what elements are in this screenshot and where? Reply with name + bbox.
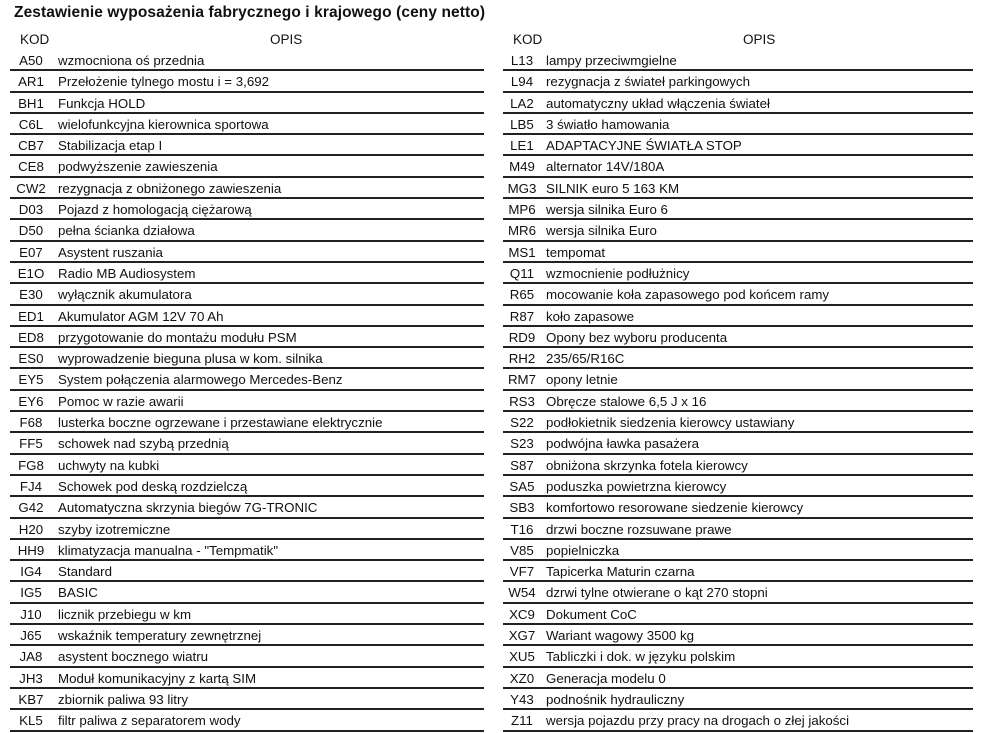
table-row: [10, 604, 484, 625]
table-row: [503, 625, 973, 646]
table-row: [10, 327, 484, 348]
row-description: automatyczny układ włączenia świateł: [546, 95, 770, 111]
row-code: Y43: [510, 691, 534, 707]
row-code: AR1: [18, 74, 44, 90]
table-body-left: [10, 50, 484, 732]
table-row: [10, 646, 484, 667]
row-description: wzmocniona oś przednia: [58, 53, 205, 68]
row-code: H20: [18, 521, 44, 537]
table-row: [503, 348, 973, 369]
row-description: lusterka boczne ogrzewane i przestawiane elektrycznie: [58, 415, 383, 431]
row-description: Pomoc w razie awarii: [58, 393, 184, 409]
row-code: G42: [18, 500, 44, 516]
row-code: FJ4: [19, 478, 43, 494]
row-description: rezygnacja z obniżonego zawieszenia: [58, 180, 282, 196]
row-description: wzmocnienie podłużnicy: [546, 265, 690, 281]
table-row: [503, 93, 973, 114]
row-description: Obręcze stalowe 6,5 J x 16: [546, 393, 707, 409]
table-row: [10, 710, 484, 731]
row-code: LE1: [510, 138, 534, 154]
table-row: [10, 540, 484, 561]
row-code: XC9: [509, 606, 535, 622]
equipment-table-left: [10, 30, 484, 732]
table-row: [503, 689, 973, 710]
table-row: [503, 263, 973, 284]
row-code: R87: [509, 308, 535, 324]
table-row: [503, 199, 973, 220]
row-description: wielofunkcyjna kierownica sportowa: [58, 116, 269, 132]
row-code: LB5: [510, 116, 534, 132]
row-description: mocowanie koła zapasowego pod końcem ramy: [546, 287, 830, 303]
table-row: [503, 50, 973, 71]
row-code: A50: [19, 53, 43, 68]
row-description: Tabliczki i dok. w języku polskim: [546, 649, 736, 665]
row-description: lampy przeciwmgielne: [546, 53, 677, 68]
row-code: JH3: [19, 670, 43, 686]
row-code: XZ0: [509, 670, 535, 686]
row-code: W54: [508, 585, 536, 601]
header-opis: OPIS: [743, 32, 776, 47]
row-code: VF7: [509, 564, 535, 580]
table-row: [503, 391, 973, 412]
row-description: Standard: [58, 564, 112, 580]
row-code: Q11: [509, 265, 535, 281]
table-row: [503, 582, 973, 603]
row-code: D03: [18, 202, 44, 218]
row-description: dzrwi tylne otwierane o kąt 270 stopni: [546, 585, 768, 601]
row-code: E30: [19, 287, 43, 303]
row-description: Funkcja HOLD: [58, 95, 146, 111]
table-row: [10, 306, 484, 327]
table-row: [503, 561, 973, 582]
row-description: Wariant wagowy 3500 kg: [546, 628, 695, 644]
row-description: licznik przebiegu w km: [58, 606, 192, 622]
table-row: [503, 156, 973, 177]
table-row: [10, 71, 484, 92]
row-description: ADAPTACYJNE ŚWIATŁA STOP: [546, 138, 742, 154]
row-description: Generacja modelu 0: [546, 670, 666, 686]
row-code: C6L: [18, 116, 44, 132]
table-row: [503, 540, 973, 561]
row-description: poduszka powietrzna kierowcy: [546, 478, 727, 494]
table-row: [10, 156, 484, 177]
row-description: opony letnie: [546, 372, 618, 388]
table-row: [503, 476, 973, 497]
equipment-table-right: [503, 30, 973, 732]
row-description: wersja pojazdu przy pracy na drogach o złej jakości: [546, 713, 850, 729]
row-description: asystent bocznego wiatru: [58, 649, 209, 665]
row-code: S23: [510, 436, 534, 452]
row-description: Automatyczna skrzynia biegów 7G-TRONIC: [58, 500, 318, 516]
row-description: szyby izotremiczne: [58, 521, 171, 537]
row-description: tempomat: [546, 244, 606, 260]
row-code: V85: [510, 542, 534, 558]
row-description: koło zapasowe: [546, 308, 634, 324]
row-description: podnośnik hydrauliczny: [546, 691, 685, 707]
row-code: R65: [509, 287, 535, 303]
row-description: wyłącznik akumulatora: [58, 287, 192, 303]
table-row: [10, 625, 484, 646]
table-row: [10, 93, 484, 114]
row-description: Schowek pod deską rozdzielczą: [58, 478, 248, 494]
row-code: MR6: [507, 223, 537, 239]
row-description: podwójna ławka pasażera: [546, 436, 700, 452]
table-row: [503, 135, 973, 156]
row-description: pełna ścianka działowa: [58, 223, 195, 239]
row-code: MS1: [508, 244, 536, 260]
table-row: [10, 582, 484, 603]
row-code: RM7: [507, 372, 537, 388]
row-code: BH1: [18, 95, 44, 111]
row-code: F68: [19, 415, 43, 431]
row-code: S87: [510, 457, 534, 473]
row-code: D50: [18, 223, 44, 239]
table-row: [10, 263, 484, 284]
row-description: BASIC: [58, 585, 98, 601]
table-row: [10, 178, 484, 199]
table-row: [503, 519, 973, 540]
table-header: [503, 30, 973, 50]
row-description: Tapicerka Maturin czarna: [546, 564, 695, 580]
row-code: JA8: [19, 649, 43, 665]
header-opis: OPIS: [270, 32, 303, 47]
table-header: [10, 30, 484, 50]
row-description: podwyższenie zawieszenia: [58, 159, 218, 175]
row-description: uchwyty na kubki: [58, 457, 160, 473]
table-row: [503, 71, 973, 92]
row-code: FF5: [19, 436, 43, 452]
row-code: J10: [20, 606, 42, 622]
table-row: [503, 242, 973, 263]
row-code: SB3: [509, 500, 535, 516]
table-row: [503, 306, 973, 327]
table-row: [10, 391, 484, 412]
table-row: [503, 284, 973, 305]
row-description: SILNIK euro 5 163 KM: [546, 180, 680, 196]
row-code: CW2: [16, 180, 46, 196]
row-code: E07: [19, 244, 43, 260]
row-code: SA5: [509, 478, 535, 494]
row-description: drzwi boczne rozsuwane prawe: [546, 521, 732, 537]
row-code: XG7: [508, 628, 536, 644]
table-row: [10, 348, 484, 369]
row-description: Stabilizacja etap I: [58, 138, 163, 154]
row-code: HH9: [17, 542, 45, 558]
table-row: [10, 668, 484, 689]
table-row: [503, 497, 973, 518]
table-row: [10, 50, 484, 71]
row-code: EY5: [18, 372, 44, 388]
row-description: przygotowanie do montażu modułu PSM: [58, 329, 297, 345]
row-description: wyprowadzenie bieguna plusa w kom. silnika: [58, 351, 323, 367]
row-description: podłokietnik siedzenia kierowcy ustawiany: [546, 415, 795, 431]
row-code: M49: [509, 159, 535, 175]
row-code: KB7: [18, 691, 44, 707]
row-description: Dokument CoC: [546, 606, 637, 622]
table-row: [503, 369, 973, 390]
row-description: Przełożenie tylnego mostu i = 3,692: [58, 74, 270, 90]
table-row: [10, 114, 484, 135]
row-code: ES0: [18, 351, 44, 367]
row-description: Radio MB Audiosystem: [58, 265, 196, 281]
table-row: [10, 497, 484, 518]
table-row: [10, 369, 484, 390]
row-code: RD9: [508, 329, 536, 345]
row-description: Akumulator AGM 12V 70 Ah: [58, 308, 224, 324]
row-description: Asystent ruszania: [58, 244, 163, 260]
row-code: L13: [510, 53, 534, 68]
table-body-right: [503, 50, 973, 732]
table-row: [503, 327, 973, 348]
row-code: IG5: [20, 585, 42, 601]
row-code: S22: [510, 415, 534, 431]
row-code: KL5: [19, 713, 43, 729]
table-row: [10, 561, 484, 582]
row-description: rezygnacja z świateł parkingowych: [546, 74, 750, 90]
table-row: [503, 114, 973, 135]
row-code: LA2: [510, 95, 534, 111]
row-description: alternator 14V/180A: [546, 159, 665, 175]
row-description: schowek nad szybą przednią: [58, 436, 229, 452]
row-code: MG3: [507, 180, 537, 196]
header-kod: KOD: [20, 32, 50, 47]
table-row: [10, 433, 484, 454]
table-row: [10, 199, 484, 220]
row-code: T16: [510, 521, 534, 537]
row-description: popielniczka: [546, 542, 620, 558]
row-code: ED1: [18, 308, 44, 324]
row-description: wskaźnik temperatury zewnętrznej: [58, 628, 262, 644]
row-code: CE8: [18, 159, 44, 175]
row-description: komfortowo resorowane siedzenie kierowcy: [546, 500, 804, 516]
row-code: RS3: [509, 393, 535, 409]
row-description: obniżona skrzynka fotela kierowcy: [546, 457, 748, 473]
row-description: Pojazd z homologacją ciężarową: [58, 202, 252, 218]
table-row: [503, 604, 973, 625]
table-row: [503, 668, 973, 689]
row-description: wersja silnika Euro: [546, 223, 657, 239]
row-description: 3 światło hamowania: [546, 116, 670, 132]
row-code: XU5: [509, 649, 535, 665]
table-row: [503, 710, 973, 731]
row-code: MP6: [508, 202, 536, 218]
row-code: ED8: [18, 329, 44, 345]
row-code: L94: [510, 74, 534, 90]
table-row: [503, 455, 973, 476]
row-description: 235/65/R16C: [546, 351, 625, 367]
row-description: filtr paliwa z separatorem wody: [58, 713, 241, 729]
row-code: J65: [20, 628, 42, 644]
row-code: CB7: [18, 138, 44, 154]
row-code: Z11: [511, 713, 533, 729]
row-description: zbiornik paliwa 93 litry: [58, 691, 189, 707]
row-description: Opony bez wyboru producenta: [546, 329, 728, 345]
row-code: EY6: [18, 393, 44, 409]
table-row: [10, 412, 484, 433]
row-code: IG4: [20, 564, 42, 580]
row-description: System połączenia alarmowego Mercedes-Benz: [58, 372, 343, 388]
table-row: [503, 220, 973, 241]
row-code: E1O: [17, 265, 45, 281]
table-row: [10, 455, 484, 476]
table-row: [10, 135, 484, 156]
row-description: klimatyzacja manualna - "Tempmatik": [58, 542, 279, 558]
table-row: [503, 412, 973, 433]
header-kod: KOD: [513, 32, 543, 47]
row-description: Moduł komunikacyjny z kartą SIM: [58, 670, 257, 686]
table-row: [10, 476, 484, 497]
table-row: [10, 242, 484, 263]
table-row: [503, 646, 973, 667]
table-row: [10, 220, 484, 241]
table-row: [503, 178, 973, 199]
table-row: [10, 519, 484, 540]
table-row: [503, 433, 973, 454]
row-code: RH2: [508, 351, 536, 367]
table-row: [10, 284, 484, 305]
page-title: Zestawienie wyposażenia fabrycznego i krajowego (ceny netto): [14, 4, 486, 21]
row-description: wersja silnika Euro 6: [546, 202, 668, 218]
table-row: [10, 689, 484, 710]
row-code: FG8: [18, 457, 44, 473]
